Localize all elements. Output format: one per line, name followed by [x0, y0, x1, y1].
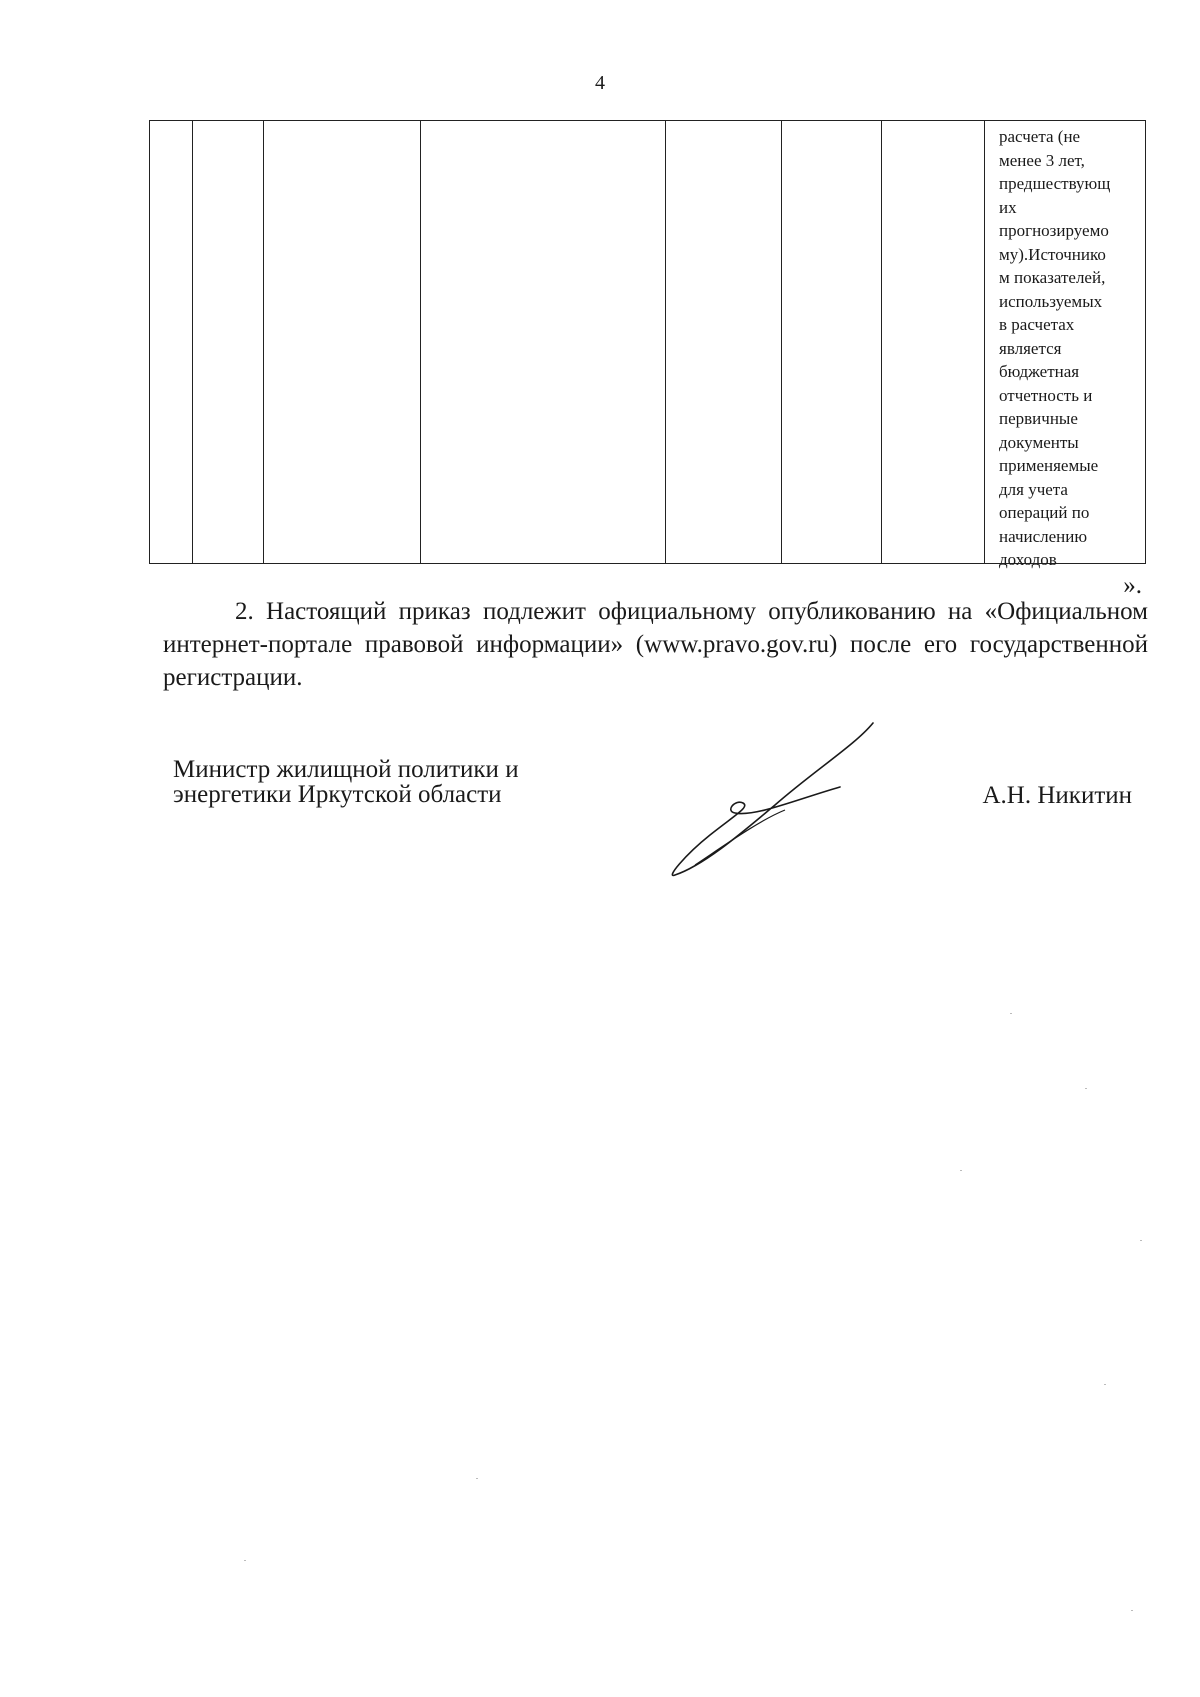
scan-speck [1085, 1088, 1087, 1089]
signer-title-line2: энергетики Иркутской области [173, 781, 502, 808]
scan-speck [1131, 1610, 1133, 1611]
table-column-divider [881, 121, 882, 563]
scan-speck [1010, 1013, 1012, 1014]
scan-speck [1104, 1384, 1106, 1385]
scan-speck [476, 1478, 478, 1479]
scan-speck [1140, 1240, 1142, 1241]
scan-speck [244, 1560, 246, 1561]
table-column-divider [781, 121, 782, 563]
table-column-divider [420, 121, 421, 563]
page-number: 4 [595, 72, 605, 94]
publication-paragraph: 2. Настоящий приказ подлежит официальному опубликованию на «Официальном интернет-портале правовой информации» (www.pravo.gov.ru) после его государственной регистрации. [163, 598, 1148, 691]
signer-name: А.Н. Никитин [982, 782, 1132, 809]
table-cell-text: расчета (не менее 3 лет, предшествующ их прогнозируемо му).Источнико м показателей, используемых в расчетах является бюджетная отчетность и первичные документы применяемые для учета операций по начислению доходов [999, 127, 1111, 569]
table-column-divider [984, 121, 985, 563]
signer-title [173, 757, 605, 807]
table-column-divider [192, 121, 193, 563]
table-column-divider [665, 121, 666, 563]
scan-speck [960, 1170, 962, 1171]
signer-title-line1: Министр жилищной политики и [173, 756, 519, 783]
table-column-divider [263, 121, 264, 563]
revenue-table-fragment [149, 120, 1146, 569]
handwritten-signature [665, 715, 885, 885]
closing-quote: ». [1123, 572, 1142, 599]
